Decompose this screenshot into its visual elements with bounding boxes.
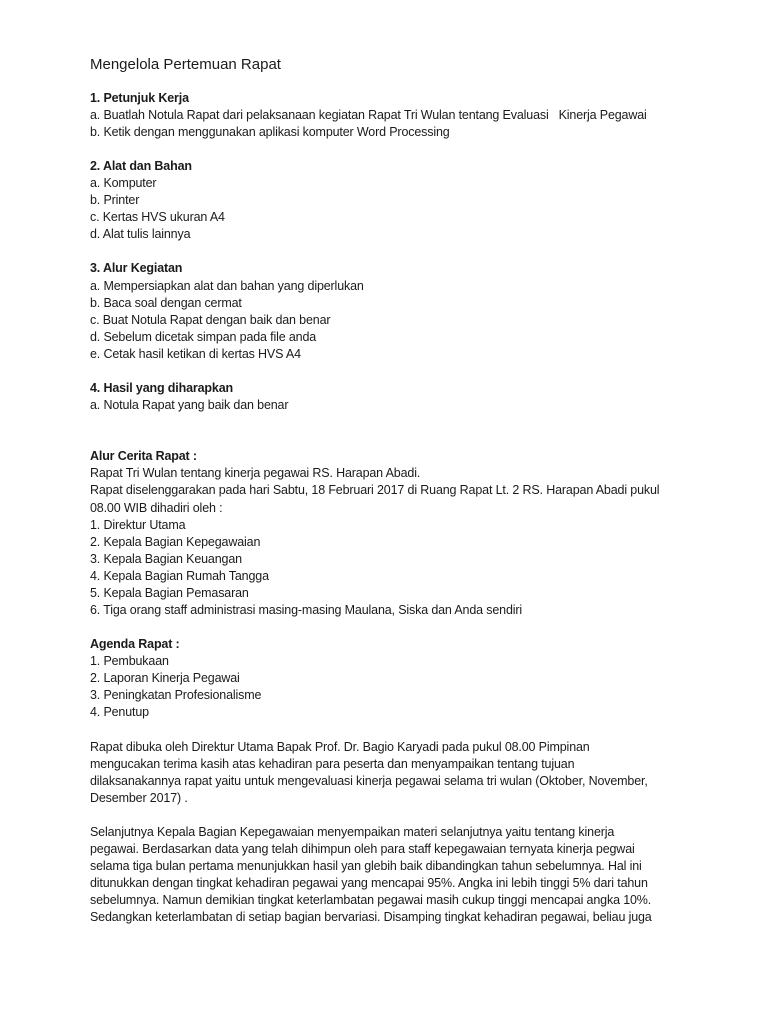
- section-heading: 3. Alur Kegiatan: [90, 261, 183, 276]
- list-item: b. Printer: [90, 193, 140, 208]
- paragraph-line: ditunukkan dengan tingkat kehadiran pegawai yang mencapai 95%. Angka ini lebih tinggi 5% dari tahun: [90, 876, 648, 891]
- section-agenda-rapat: [90, 636, 748, 721]
- spacer: [90, 141, 748, 158]
- section-heading: 4. Hasil yang diharapkan: [90, 380, 233, 395]
- paragraph-line: selama tiga bulan pertama menunjukkan hasil yan glebih baik dibandingkan tahun sebelumnya. Hal ini: [90, 859, 642, 874]
- paragraph-line: Selanjutnya Kepala Bagian Kepegawaian menyempaikan materi selanjutnya yaitu tentang kinerja: [90, 825, 615, 840]
- spacer: [90, 807, 748, 824]
- list-item: b. Ketik dengan menggunakan aplikasi komputer Word Processing: [90, 124, 450, 139]
- section-heading: Alur Cerita Rapat :: [90, 449, 197, 464]
- section-alur-kegiatan: [90, 260, 748, 362]
- section-heading: 1. Petunjuk Kerja: [90, 90, 189, 105]
- attendee-item: 5. Kepala Bagian Pemasaran: [90, 585, 249, 600]
- list-item: d. Alat tulis lainnya: [90, 227, 191, 242]
- spacer: [90, 414, 748, 431]
- attendee-item: 6. Tiga orang staff administrasi masing-masing Maulana, Siska dan Anda sendiri: [90, 603, 523, 617]
- list-item: e. Cetak hasil ketikan di kertas HVS A4: [90, 346, 301, 361]
- list-item: a. Notula Rapat yang baik dan benar: [90, 398, 289, 413]
- paragraph-line: Rapat dibuka oleh Direktur Utama Bapak Prof. Dr. Bagio Karyadi pada pukul 08.00 Pimpinan: [90, 739, 590, 754]
- list-item: d. Sebelum dicetak simpan pada file anda: [90, 329, 317, 344]
- paragraph-line: mengucakan terima kasih atas kehadiran para peserta dan menyampaikan tentang tujuan: [90, 756, 575, 771]
- attendee-item: 1. Direktur Utama: [90, 517, 186, 532]
- list-item: c. Buat Notula Rapat dengan baik dan benar: [90, 312, 331, 327]
- spacer: [90, 243, 748, 260]
- attendee-item: 3. Kepala Bagian Keuangan: [90, 551, 242, 566]
- agenda-item: 2. Laporan Kinerja Pegawai: [90, 671, 240, 686]
- paragraph-line: 08.00 WIB dihadiri oleh :: [90, 500, 223, 515]
- paragraph-line: Rapat Tri Wulan tentang kinerja pegawai RS. Harapan Abadi.: [90, 466, 421, 481]
- document-title: Mengelola Pertemuan Rapat: [90, 55, 281, 73]
- spacer: [90, 431, 748, 448]
- agenda-item: 1. Pembukaan: [90, 654, 169, 669]
- agenda-item: 3. Peningkatan Profesionalisme: [90, 688, 262, 703]
- paragraph-line: sebelumnya. Namun demikian tingkat keterlambatan pegawai masih cukup tinggi mencapai angka 10%.: [90, 893, 652, 908]
- attendee-item: 2. Kepala Bagian Kepegawaian: [90, 534, 261, 549]
- attendee-item: 4. Kepala Bagian Rumah Tangga: [90, 568, 269, 583]
- list-item: c. Kertas HVS ukuran A4: [90, 210, 225, 225]
- paragraph-line: dilaksanakannya rapat yaitu untuk mengevaluasi kinerja pegawai selama tri wulan (Oktober, November,: [90, 773, 648, 788]
- spacer: [90, 722, 748, 739]
- agenda-item: 4. Penutup: [90, 705, 149, 720]
- section-alur-cerita-rapat: [90, 448, 748, 619]
- paragraph-report: [90, 824, 748, 926]
- paragraph-line: pegawai. Berdasarkan data yang telah dihimpun oleh para staff kepegawaian ternyata kinerja pegwai: [90, 842, 635, 857]
- section-hasil-yang-diharapkan: [90, 380, 748, 414]
- section-heading: 2. Alat dan Bahan: [90, 158, 192, 173]
- list-item: b. Baca soal dengan cermat: [90, 295, 242, 310]
- paragraph-line: Rapat diselenggarakan pada hari Sabtu, 18 Februari 2017 di Ruang Rapat Lt. 2 RS. Harapan Abadi pukul: [90, 483, 660, 498]
- spacer: [90, 363, 748, 380]
- section-heading: Agenda Rapat :: [90, 637, 180, 652]
- paragraph-opening: [90, 739, 748, 807]
- list-item: a. Buatlah Notula Rapat dari pelaksanaan kegiatan Rapat Tri Wulan tentang Evaluasi Kinerja Pegawai: [90, 107, 647, 122]
- list-item: a. Mempersiapkan alat dan bahan yang diperlukan: [90, 278, 364, 293]
- spacer: [90, 73, 748, 90]
- section-petunjuk-kerja: [90, 90, 748, 141]
- list-item: a. Komputer: [90, 176, 157, 191]
- paragraph-line: Sedangkan keterlambatan di setiap bagian bervariasi. Disamping tingkat kehadiran pegawai, beliau juga: [90, 910, 652, 925]
- paragraph-line: Desember 2017) .: [90, 790, 188, 805]
- section-alat-dan-bahan: [90, 158, 748, 243]
- spacer: [90, 619, 748, 636]
